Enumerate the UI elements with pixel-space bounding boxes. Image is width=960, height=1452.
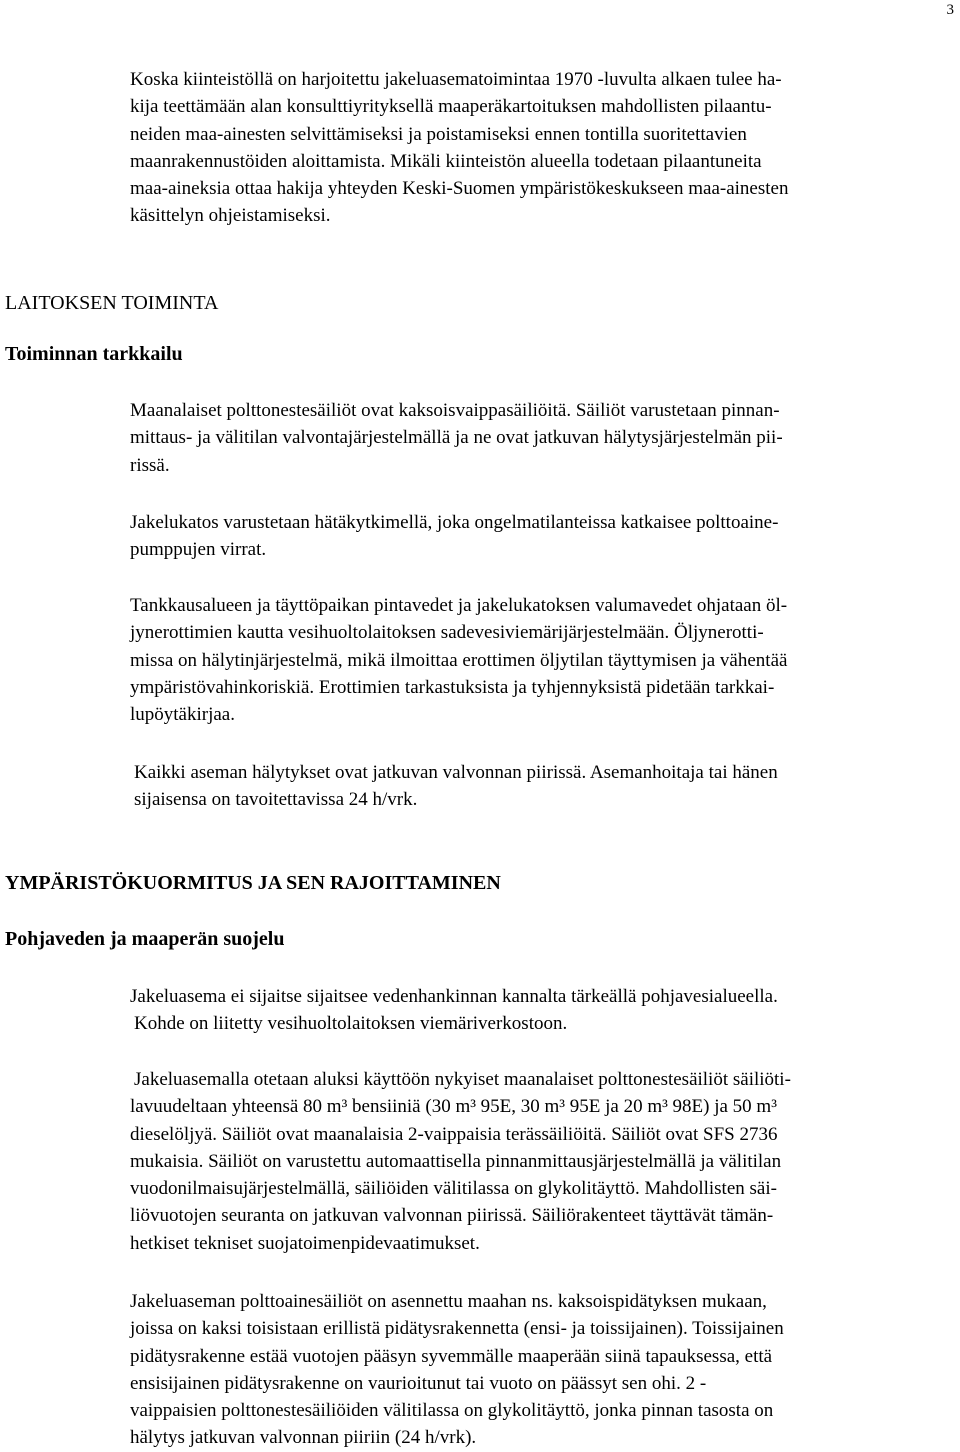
text-line: lupöytäkirjaa. <box>130 704 235 726</box>
text-line: vaippaisien polttonestesäiliöiden välitilassa on glykolitäyttö, jonka pinnan tasosta on <box>130 1400 774 1422</box>
text-line: Koska kiinteistöllä on harjoitettu jakeluasematoimintaa 1970 -luvulta alkaen tulee ha- <box>130 69 782 90</box>
text-line: ympäristövahinkoriskiä. Erottimien tarkastuksista ja tyhjennyksistä pidetään tarkkai- <box>130 676 775 698</box>
paragraph-jakeluasemalla <box>130 1066 960 1257</box>
text-line: Maanalaiset polttonestesäiliöt ovat kaksoisvaippasäiliöitä. Säiliöt varustetaan pinnan- <box>130 400 780 421</box>
text-line: maa-aineksia ottaa hakija yhteyden Keski-Suomen ympäristökeskukseen maa-ainesten <box>130 178 789 200</box>
text-line: mittaus- ja välitilan valvontajärjestelmällä ja ne ovat jatkuvan hälytysjärjestelmän pii- <box>130 427 783 449</box>
paragraph-jakeluasema <box>130 983 960 1038</box>
section-heading-ymparistokuormitus: YMPÄRISTÖKUORMITUS JA SEN RAJOITTAMINEN <box>5 872 501 894</box>
paragraph-kaikki-halytykset <box>130 759 960 814</box>
text-line: kija teettämään alan konsulttiyrityksellä maaperäkartoituksen mahdollisten pilaantu- <box>130 96 772 118</box>
text-line: Jakeluaseman polttoainesäiliöt on asennettu maahan ns. kaksoispidätyksen mukaan, <box>130 1291 767 1312</box>
text-line: pidätysrakenne estää vuotojen pääsyn syvemmälle maaperään siinä tapauksessa, että <box>130 1345 773 1367</box>
section-heading-laitoksen-toiminta: LAITOKSEN TOIMINTA <box>5 292 219 314</box>
page-number: 3 <box>946 2 954 18</box>
text-line: vuodonilmaisujärjestelmällä, säiliöiden välitilassa on glykolitäyttö. Mahdollisten säi- <box>130 1178 777 1200</box>
text-line: Kaikki aseman hälytykset ovat jatkuvan valvonnan piirissä. Asemanhoitaja tai hänen <box>134 762 778 783</box>
text-line: lavuudeltaan yhteensä 80 m³ bensiiniä (30 m³ 95E, 30 m³ 95E ja 20 m³ 98E) ja 50 m³ <box>130 1096 777 1118</box>
text-line: maanrakennustöiden aloittamista. Mikäli kiinteistön alueella todetaan pilaantuneita <box>130 150 762 172</box>
text-line: Jakeluasemalla otetaan aluksi käyttöön nykyiset maanalaiset polttonestesäiliöt säiliöti- <box>134 1069 791 1090</box>
text-line: Tankkausalueen ja täyttöpaikan pintavedet ja jakelukatoksen valumavedet ohjataan öl- <box>130 595 788 616</box>
text-line: rissä. <box>130 454 170 476</box>
text-line: Kohde on liitetty vesihuoltolaitoksen viemäriverkostoon. <box>134 1013 568 1035</box>
text-line: pumppujen virrat. <box>130 539 267 561</box>
text-line: jynerottimien kautta vesihuoltolaitoksen sadevesiviemärijärjestelmään. Öljynerotti- <box>130 622 764 644</box>
text-line: mukaisia. Säiliöt on varustettu automaattisella pinnanmittausjärjestelmällä ja välitilan <box>130 1150 782 1172</box>
paragraph-polttoainesailiot <box>130 1288 960 1452</box>
paragraph-maanalaiset <box>130 397 960 479</box>
text-line: käsittelyn ohjeistamiseksi. <box>130 205 331 227</box>
text-line: sijaisensa on tavoitettavissa 24 h/vrk. <box>134 789 418 811</box>
text-line: Jakeluasema ei sijaitse sijaitsee vedenhankinnan kannalta tärkeällä pohjavesialueella. <box>130 986 778 1007</box>
paragraph-tankkausalue <box>130 592 960 728</box>
text-line: ensisijainen pidätysrakenne on vaurioitunut tai vuoto on päässyt sen ohi. 2 - <box>130 1372 707 1394</box>
text-line: missa on hälytinjärjestelmä, mikä ilmoittaa erottimen öljytilan täyttymisen ja vähentää <box>130 649 788 671</box>
text-line: neiden maa-ainesten selvittämiseksi ja poistamiseksi ennen tontilla suoritettavien <box>130 123 747 145</box>
text-line: dieselöljyä. Säiliöt ovat maanalaisia 2-vaippaisia terässäiliöitä. Säiliöt ovat SFS 2736 <box>130 1123 778 1145</box>
subheading-toiminnan-tarkkailu: Toiminnan tarkkailu <box>5 343 183 365</box>
text-line: joissa on kaksi toisistaan erillistä pidätysrakennetta (ensi- ja toissijainen). Toissijainen <box>130 1318 784 1340</box>
paragraph-jakelukatos <box>130 509 960 564</box>
text-line: hetkiset tekniset suojatoimenpidevaatimukset. <box>130 1232 480 1254</box>
text-line: hälytys jatkuvan valvonnan piiriin (24 h/vrk). <box>130 1427 477 1449</box>
text-line: Jakelukatos varustetaan hätäkytkimellä, joka ongelmatilanteissa katkaisee polttoaine- <box>130 512 779 533</box>
subheading-pohjaveden-suojelu: Pohjaveden ja maaperän suojelu <box>5 928 285 950</box>
intro-paragraph <box>130 66 960 230</box>
text-line: liövuotojen seuranta on jatkuvan valvonnan piirissä. Säiliörakenteet täyttävät tämän- <box>130 1205 774 1227</box>
